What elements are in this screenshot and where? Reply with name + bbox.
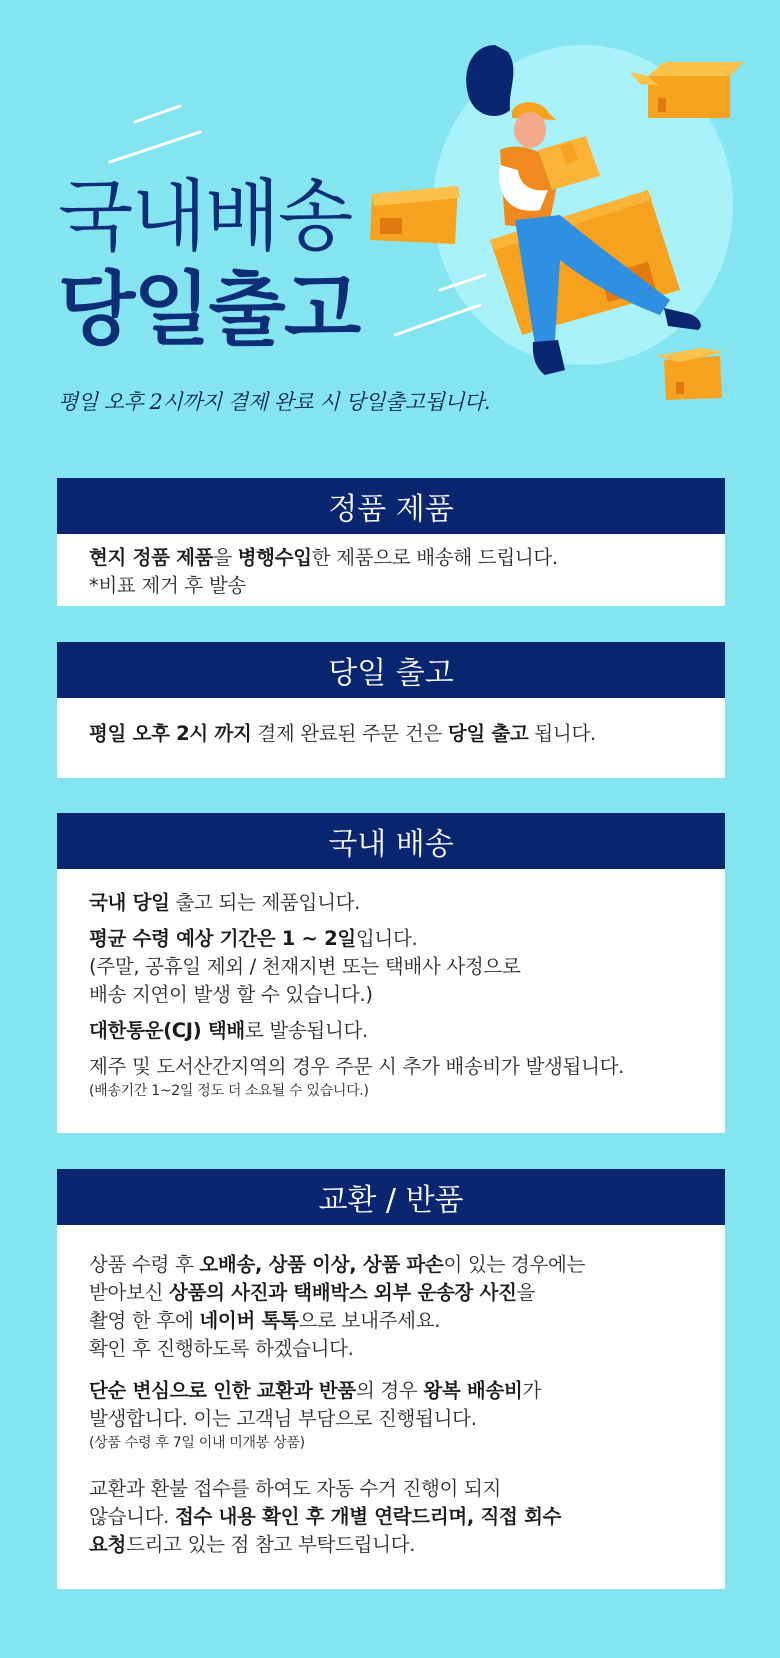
exchange-c3-bold: 요청 [89, 1533, 127, 1556]
exchange-c2 [89, 1503, 693, 1531]
exchange-a1 [89, 1251, 693, 1279]
exchange-b1-text2: 가 [522, 1379, 542, 1402]
sameday-text2: 됩니다. [528, 722, 596, 745]
exchange-a3 [89, 1307, 693, 1335]
hero-title-line2: 당일출고 [58, 263, 360, 356]
card-exchange-title: 교환 / 반품 [57, 1169, 725, 1225]
card-exchange-body [57, 1225, 725, 1577]
genuine-text2: 한 제품으로 배송해 드립니다. [311, 546, 558, 569]
genuine-line1 [89, 544, 693, 572]
exchange-b1-bold2: 왕복 배송비 [423, 1379, 523, 1402]
domestic-p2-bold: 평균 수령 예상 기간은 1 ~ 2일 [89, 927, 356, 950]
hero-title [58, 172, 360, 356]
domestic-p3 [89, 1017, 693, 1045]
exchange-c2-text1: 않습니다. [89, 1505, 175, 1528]
exchange-a2-bold: 상품의 사진과 택배박스 외부 운송장 사진 [169, 1281, 517, 1304]
exchange-b2: 발생합니다. 이는 고객님 부담으로 진행됩니다. [89, 1407, 477, 1430]
card-genuine-title: 정품 제품 [57, 478, 725, 534]
exchange-a3-bold: 네이버 톡톡 [199, 1309, 299, 1332]
card-domestic-body [57, 869, 725, 1119]
exchange-b1 [89, 1377, 693, 1405]
exchange-b3-small: (상품 수령 후 7일 이내 미개봉 상품) [89, 1435, 305, 1451]
domestic-p4: 제주 및 도서산간지역의 경우 주문 시 추가 배송비가 발생됩니다. [89, 1055, 625, 1078]
sameday-line [89, 720, 693, 748]
sameday-bold2: 당일 출고 [447, 722, 529, 745]
sameday-text1: 결제 완료된 주문 건은 [251, 722, 448, 745]
exchange-a4: 확인 후 진행하도록 하겠습니다. [89, 1337, 354, 1360]
exchange-a3-text2: 으로 보내주세요. [298, 1309, 441, 1332]
card-sameday-title: 당일 출고 [57, 642, 725, 698]
domestic-p1-text: 출고 되는 제품입니다. [169, 891, 361, 914]
domestic-p2-line3: 배송 지연이 발생 할 수 있습니다.) [89, 983, 373, 1006]
domestic-p4-small: (배송기간 1~2일 정도 더 소요될 수 있습니다.) [89, 1083, 369, 1099]
exchange-a3-text1: 촬영 한 후에 [89, 1309, 200, 1332]
hair [466, 45, 513, 116]
box-middle [370, 186, 460, 244]
card-genuine [57, 478, 725, 606]
exchange-a1-text2: 이 있는 경우에는 [443, 1253, 586, 1276]
genuine-line2: *비표 제거 후 발송 [89, 574, 246, 597]
exchange-a2-text2: 을 [516, 1281, 536, 1304]
face [514, 112, 546, 148]
hero-title-line1: 국내배송 [58, 172, 352, 262]
domestic-p1-bold: 국내 당일 [89, 891, 170, 914]
exchange-a2 [89, 1279, 693, 1307]
card-domestic-title: 국내 배송 [57, 813, 725, 869]
exchange-c2-bold: 접수 내용 확인 후 개별 연락드리며, 직접 회수 [174, 1505, 562, 1528]
genuine-bold1: 현지 정품 제품 [89, 546, 214, 569]
exchange-c1: 교환과 환불 접수를 하여도 자동 수거 진행이 되지 [89, 1477, 502, 1500]
exchange-c3-text: 드리고 있는 점 참고 부탁드립니다. [126, 1533, 416, 1556]
domestic-p3-text: 로 발송됩니다. [244, 1019, 368, 1042]
hero-section [0, 0, 780, 460]
box-bottom-right [656, 348, 724, 400]
exchange-b1-text1: 의 경우 [355, 1379, 424, 1402]
card-exchange [57, 1169, 725, 1589]
exchange-a2-text1: 받아보신 [89, 1281, 170, 1304]
card-genuine-body [57, 534, 725, 618]
sameday-bold1: 평일 오후 2시 까지 [89, 722, 252, 745]
genuine-text1: 을 [213, 546, 238, 569]
genuine-bold2: 병행수입 [237, 546, 312, 569]
card-sameday [57, 642, 725, 778]
exchange-c3 [89, 1531, 693, 1559]
hero-subtitle: 평일 오후 2시까지 결제 완료 시 당일출고됩니다. [58, 390, 491, 414]
exchange-a1-text1: 상품 수령 후 [89, 1253, 200, 1276]
card-sameday-body [57, 698, 725, 766]
card-domestic [57, 813, 725, 1133]
domestic-p2-text: 입니다. [355, 927, 418, 950]
exchange-a1-bold: 오배송, 상품 이상, 상품 파손 [199, 1253, 444, 1276]
domestic-p2 [89, 925, 693, 953]
exchange-b1-bold1: 단순 변심으로 인한 교환과 반품 [89, 1379, 356, 1402]
domestic-p1 [89, 889, 693, 917]
domestic-p2-line2: (주말, 공휴일 제외 / 천재지변 또는 택배사 사정으로 [89, 955, 521, 978]
domestic-p3-bold: 대한통운(CJ) 택배 [89, 1019, 245, 1042]
